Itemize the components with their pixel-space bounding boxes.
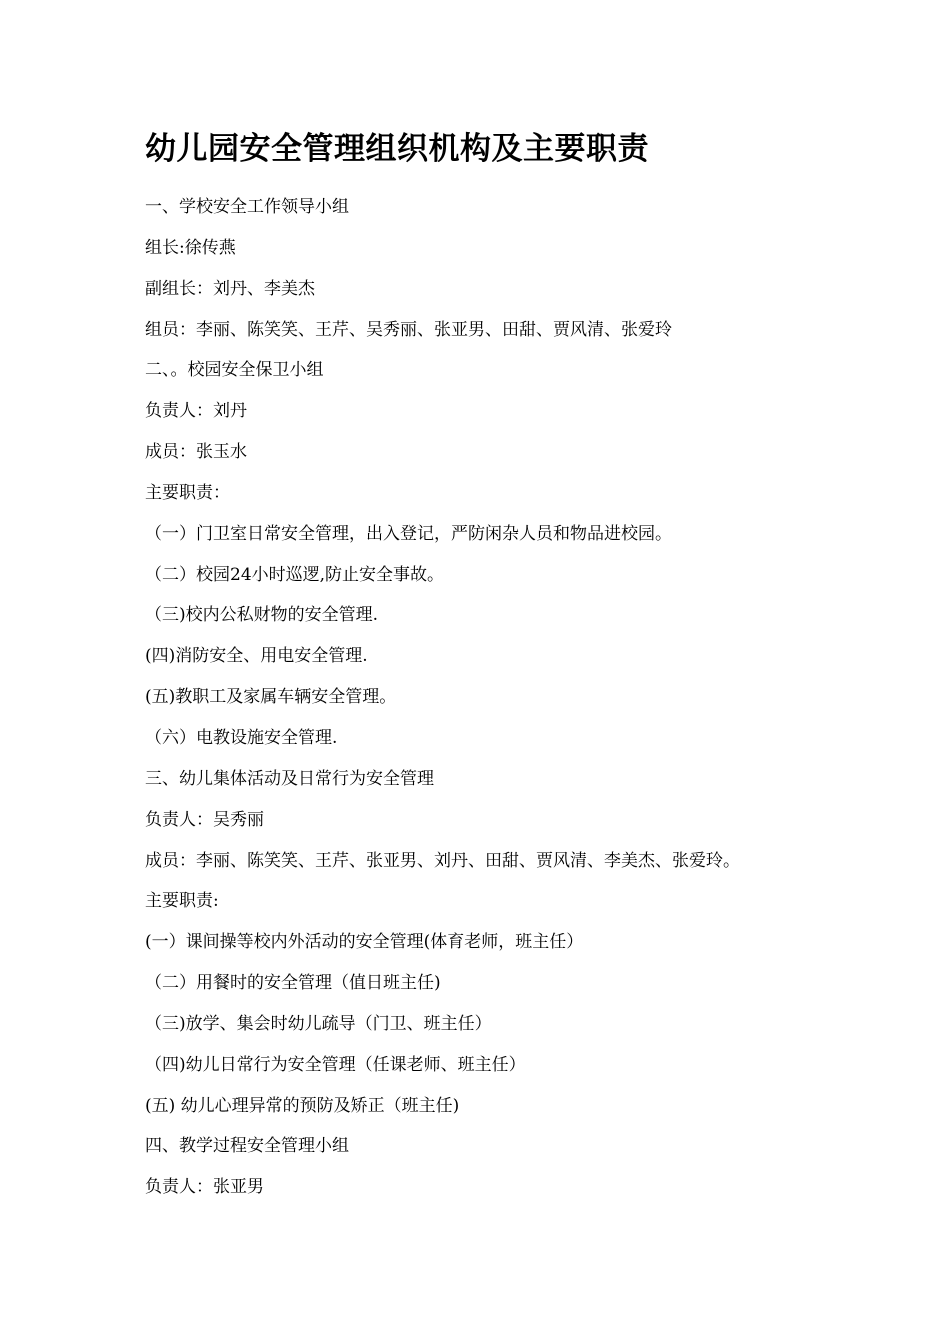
person-in-charge-line: 负责人：张亚男 <box>145 1177 264 1198</box>
duty-item: (五) 幼儿心理异常的预防及矫正（班主任) <box>145 1095 460 1116</box>
duty-item: （二）用餐时的安全管理（值日班主任) <box>145 973 441 994</box>
document-title: 幼儿园安全管理组织机构及主要职责 <box>145 131 649 167</box>
section-heading-1: 一、学校安全工作领导小组 <box>145 197 349 217</box>
person-in-charge-line: 负责人：刘丹 <box>145 401 247 422</box>
document-body <box>145 194 915 1215</box>
duty-item: (一）课间操等校内外活动的安全管理(体育老师，班主任） <box>145 932 584 953</box>
person-in-charge-line: 负责人：吴秀丽 <box>145 809 264 830</box>
duty-item: (五)教职工及家属车辆安全管理。 <box>145 687 397 708</box>
deputy-leader-line: 副组长：刘丹、李美杰 <box>145 278 315 299</box>
section-heading-4: 四、教学过程安全管理小组 <box>145 1136 349 1157</box>
duty-item: （六）电教设施安全管理. <box>145 727 338 748</box>
members-line: 成员：张玉水 <box>145 442 247 463</box>
members-line: 组员：李丽、陈笑笑、王芹、吴秀丽、张亚男、田甜、贾风清、张爱玲 <box>145 319 672 340</box>
duties-heading: 主要职责： <box>145 482 230 503</box>
duties-heading: 主要职责: <box>145 891 219 912</box>
members-line: 成员：李丽、陈笑笑、王芹、张亚男、刘丹、田甜、贾风清、李美杰、张爱玲。 <box>145 850 740 871</box>
duty-item: （三)校内公私财物的安全管理. <box>145 605 379 626</box>
section-heading-3: 三、幼儿集体活动及日常行为安全管理 <box>145 768 434 789</box>
section-heading-2: 二、。校园安全保卫小组 <box>145 360 324 381</box>
duty-item: （一）门卫室日常安全管理，出入登记，严防闲杂人员和物品进校园。 <box>145 523 672 544</box>
duty-item: （三)放学、集会时幼儿疏导（门卫、班主任） <box>145 1013 492 1034</box>
leader-line: 组长:徐传燕 <box>145 237 236 258</box>
duty-item: （二）校园24小时巡逻,防止安全事故。 <box>145 564 445 585</box>
duty-item: (四)消防安全、用电安全管理. <box>145 646 368 667</box>
duty-item: （四)幼儿日常行为安全管理（任课老师、班主任） <box>145 1054 526 1075</box>
